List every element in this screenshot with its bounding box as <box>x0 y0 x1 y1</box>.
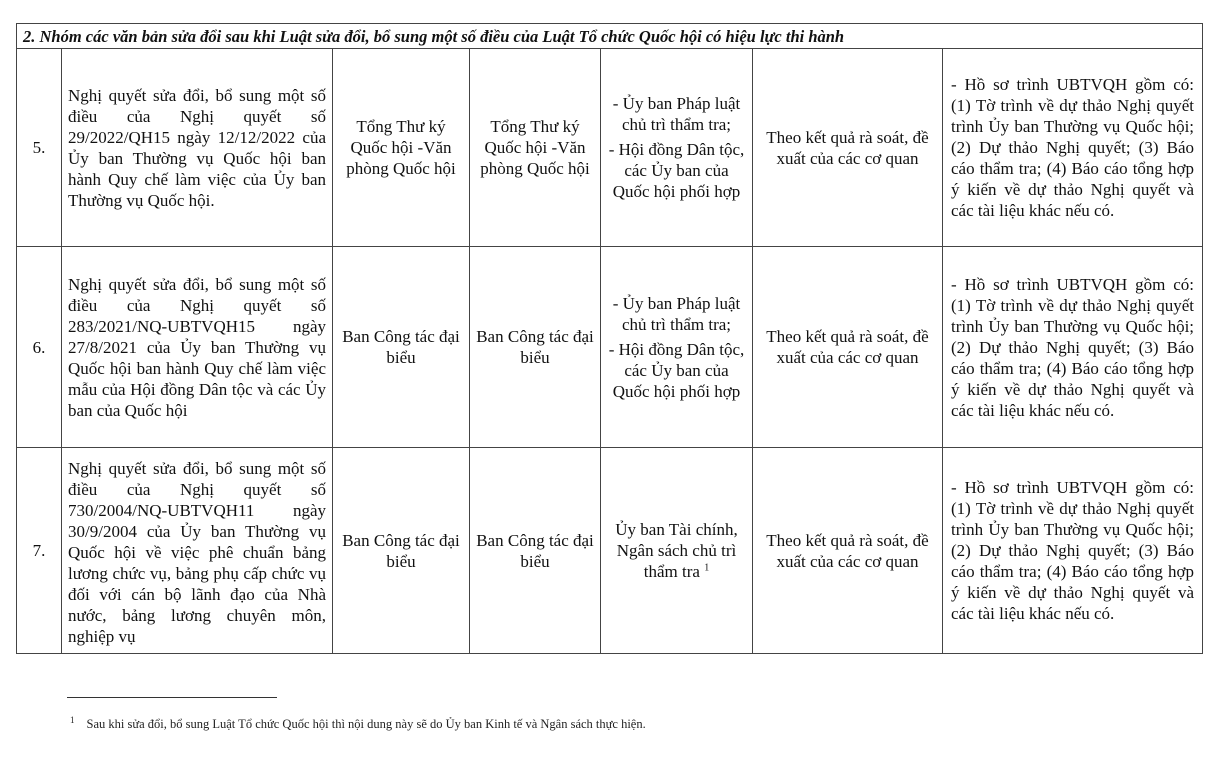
review-agency <box>601 49 753 247</box>
drafting-agency: Tổng Thư ký Quốc hội -Văn phòng Quốc hội <box>333 49 470 247</box>
document-name: Nghị quyết sửa đổi, bổ sung một số điều của Nghị quyết số 283/2021/NQ-UBTVQH15 ngày 27/8/2021 của Ủy ban Thường vụ Quốc hội ban hành Quy chế làm việc mẫu của Hội đồng Dân tộc và các Ủy ban của Quốc hội <box>62 247 333 448</box>
row-number: 7. <box>17 448 62 654</box>
dossier-notes: - Hồ sơ trình UBTVQH gồm có: (1) Tờ trình về dự thảo Nghị quyết trình Ủy ban Thường vụ Quốc hội; (2) Dự thảo Nghị quyết; (3) Báo cáo thẩm tra; (4) Báo cáo tổng hợp ý kiến về dự thảo Nghị quyết và các tài liệu khác nếu có. <box>943 448 1203 654</box>
document-name: Nghị quyết sửa đổi, bổ sung một số điều của Nghị quyết số 29/2022/QH15 ngày 12/12/2022 của Ủy ban Thường vụ Quốc hội ban hành Quy chế làm việc của Ủy ban Thường vụ Quốc hội. <box>62 49 333 247</box>
footnote <box>70 712 646 732</box>
submitting-agency: Ban Công tác đại biểu <box>470 448 601 654</box>
drafting-agency: Ban Công tác đại biểu <box>333 247 470 448</box>
table-row <box>17 247 1203 448</box>
timeline: Theo kết quả rà soát, đề xuất của các cơ quan <box>753 448 943 654</box>
submitting-agency: Ban Công tác đại biểu <box>470 247 601 448</box>
review-coordinate: - Hội đồng Dân tộc, các Ủy ban của Quốc hội phối hợp <box>608 339 745 401</box>
section-heading: 2. Nhóm các văn bản sửa đổi sau khi Luật sửa đổi, bổ sung một số điều của Luật Tổ chức Quốc hội có hiệu lực thi hành <box>17 24 1203 49</box>
footnote-reference[interactable]: 1 <box>704 562 710 574</box>
row-number: 5. <box>17 49 62 247</box>
table-row <box>17 448 1203 654</box>
dossier-notes: - Hồ sơ trình UBTVQH gồm có: (1) Tờ trình về dự thảo Nghị quyết trình Ủy ban Thường vụ Quốc hội; (2) Dự thảo Nghị quyết; (3) Báo cáo thẩm tra; (4) Báo cáo tổng hợp ý kiến về dự thảo Nghị quyết và các tài liệu khác nếu có. <box>943 247 1203 448</box>
review-coordinate: - Hội đồng Dân tộc, các Ủy ban của Quốc hội phối hợp <box>608 140 745 201</box>
review-lead: - Ủy ban Pháp luật chủ trì thẩm tra; <box>612 94 741 134</box>
review-lead: Ủy ban Tài chính, Ngân sách chủ trì thẩm tra <box>615 520 738 581</box>
footnote-separator <box>67 697 277 698</box>
footnote-text: Sau khi sửa đổi, bổ sung Luật Tổ chức Quốc hội thì nội dung này sẽ do Ủy ban Kinh tế và Ngân sách thực hiện. <box>86 717 646 732</box>
section-heading-row <box>17 24 1203 49</box>
footnote-mark: 1 <box>70 715 75 725</box>
document-name: Nghị quyết sửa đổi, bổ sung một số điều của Nghị quyết số 730/2004/NQ-UBTVQH11 ngày 30/9/2004 của Ủy ban Thường vụ Quốc hội về việc phê chuẩn bảng lương chức vụ, bảng phụ cấp chức vụ đối với cán bộ lãnh đạo của Nhà nước, bảng lương chuyên môn, nghiệp vụ <box>68 459 326 646</box>
document-table <box>16 23 1203 654</box>
review-agency <box>601 448 753 654</box>
drafting-agency: Ban Công tác đại biểu <box>333 448 470 654</box>
row-number: 6. <box>17 247 62 448</box>
dossier-notes: - Hồ sơ trình UBTVQH gồm có: (1) Tờ trình về dự thảo Nghị quyết trình Ủy ban Thường vụ Quốc hội; (2) Dự thảo Nghị quyết; (3) Báo cáo thẩm tra; (4) Báo cáo tổng hợp ý kiến về dự thảo Nghị quyết và các tài liệu khác nếu có. <box>943 49 1203 247</box>
submitting-agency: Tổng Thư ký Quốc hội -Văn phòng Quốc hội <box>470 49 601 247</box>
timeline: Theo kết quả rà soát, đề xuất của các cơ quan <box>753 49 943 247</box>
review-agency <box>601 247 753 448</box>
table-row <box>17 49 1203 247</box>
document-name-cell <box>62 448 333 654</box>
review-lead: - Ủy ban Pháp luật chủ trì thẩm tra; <box>612 293 741 334</box>
timeline: Theo kết quả rà soát, đề xuất của các cơ quan <box>753 247 943 448</box>
